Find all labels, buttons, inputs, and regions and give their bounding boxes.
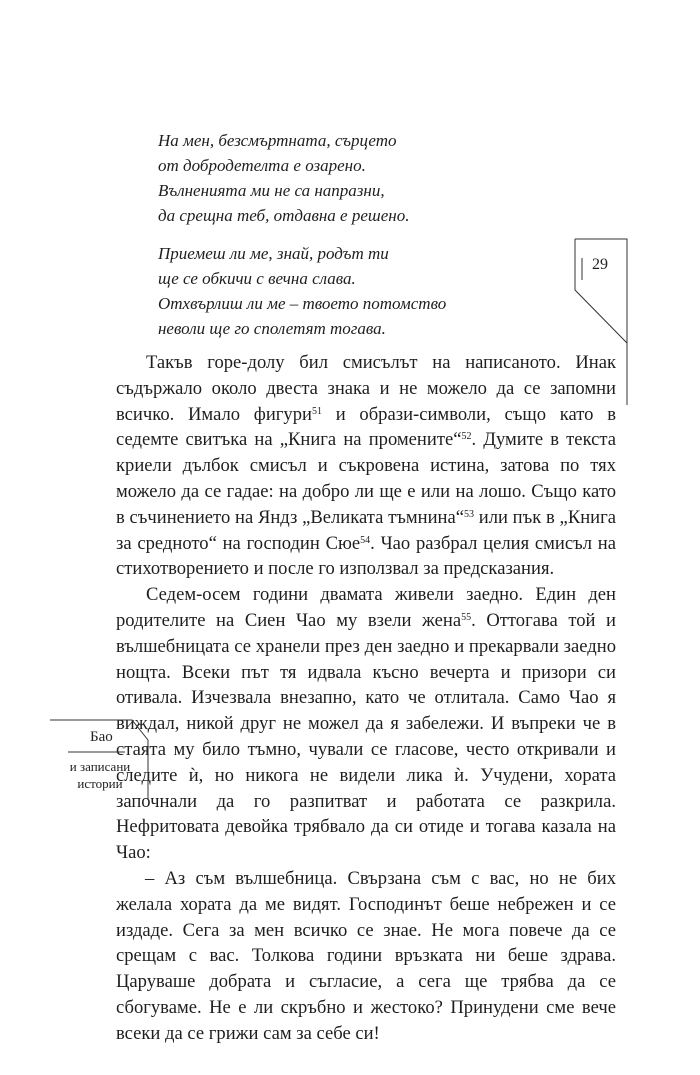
text-run: . Чао разбрал целия смисъл на стихотворението и после го използвал за предсказания.: [116, 532, 616, 580]
poem-line: ще се обкичи с вечна слава.: [158, 269, 356, 288]
poem-line: Приемеш ли ме, знай, родът ти: [158, 244, 389, 263]
margin-book-title: Бао: [90, 729, 113, 745]
poem-line: Отхвърлиш ли ме – твоето потомство: [158, 294, 447, 313]
text-run: Седем-осем години двамата живели заедно. Един ден родителите на Сиен Чао му взели жена: [116, 584, 616, 631]
body-text: [116, 350, 616, 1047]
text-run: или пък в „Книга за средното“ на господин Сюе: [116, 506, 616, 554]
poem-line: от добродетелта е озарено.: [158, 156, 366, 175]
poem-line: Вълненията ми не са напразни,: [158, 181, 385, 200]
footnote-ref: 53: [463, 508, 474, 520]
poem-line: На мен, безсмъртната, сърцето: [158, 131, 397, 150]
footnote-ref: 55: [461, 611, 472, 623]
text-run: . Оттогава той и вълшебницата се хранели през ден заедно и прекарвали заедно нощта. Всеки път тя идвала късно вечерта и призори си отивала. Изчезвала внезапно, като че отлитала. Само Чао я виждал, никой друг не можел да я забележи. И въпреки че в стаята му било тъмно, чували се гласове, често откривали и следите ѝ, но никога не видели лика ѝ. Учудени, хората започнали да го разпитват и работата се разкрила. Нефритовата девойка трябвало да си отиде и тогава казала на Чао:: [116, 609, 616, 864]
paragraph-2: [116, 582, 616, 866]
text-run: Такъв горе-долу бил смисълът на написаното. Инак съдържало около двеста знака и не можело да се запомни всичко. Имало фигури: [116, 352, 616, 425]
margin-book-subtitle: [58, 758, 142, 792]
text-run: . Думите в текста криели дълбок смисъл и съкровена истина, затова по тях можело да се гадае: на добро ли ще е или на лошо. Също като в съчинението на Яндз „Великата тъмнина“: [116, 429, 616, 528]
footnote-ref: 51: [311, 405, 322, 417]
footnote-ref: 52: [461, 431, 472, 443]
footnote-ref: 54: [360, 534, 371, 546]
poem-stanza-1: [158, 128, 558, 228]
margin-subtitle-line: истории: [77, 776, 123, 791]
poem-line: неволи ще го сполетят тогава.: [158, 319, 386, 338]
text-run: и образи-символи, също като в седемте свитъка на „Книга на промените“: [116, 403, 616, 451]
poem: [158, 128, 558, 354]
poem-line: да срещна теб, отдавна е решено.: [158, 206, 410, 225]
paragraph-3-dialog: – Аз съм вълшебница. Свързана съм с вас, но не бих желала хората да ме видят. Господинът беше небрежен и се издаде. Сега за мен всичко се знае. Не мога повече да се срещам с вас. Толкова години връзката ни беше здрава. Царуваше добрата и съгласие, а сега ще трябва да се сбогуваме. Не е ли скръбно и жестоко? Принудени сме вече всеки да се грижи сам за себе си!: [116, 867, 616, 1044]
page-number: 29: [592, 256, 608, 273]
poem-stanza-2: [158, 241, 558, 341]
margin-subtitle-line: и записани: [69, 759, 131, 774]
paragraph-1: [116, 350, 616, 582]
